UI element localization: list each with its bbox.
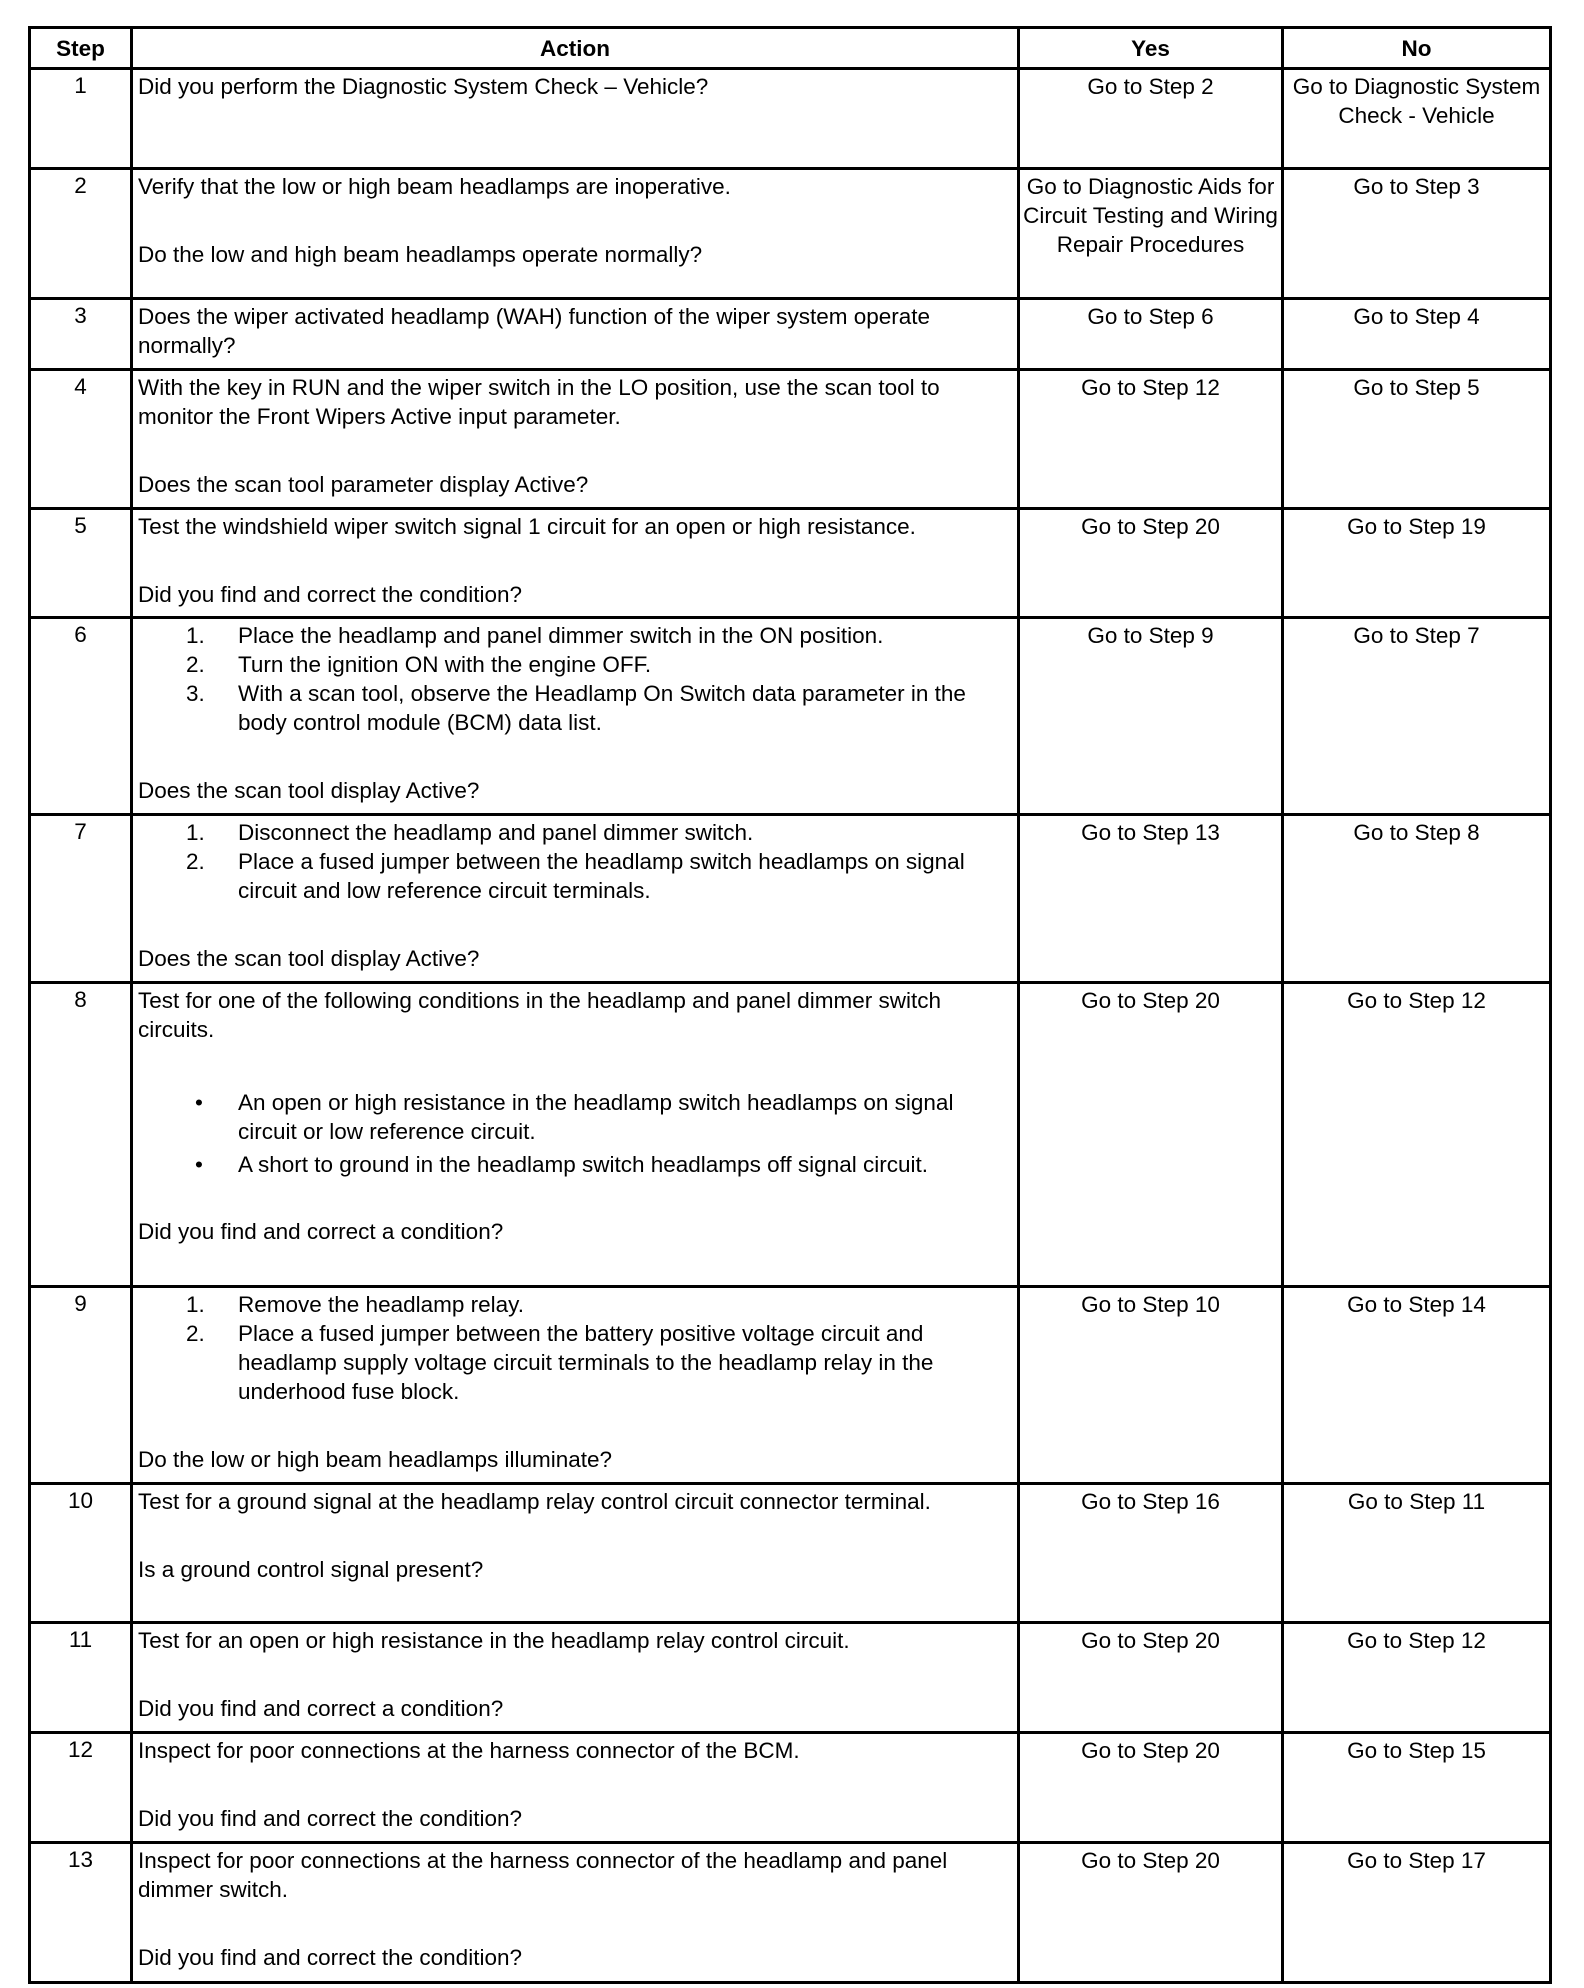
- step-number: 4: [30, 370, 132, 509]
- table-row: [30, 370, 1551, 509]
- step-number: 10: [30, 1484, 132, 1623]
- table-row: [30, 299, 1551, 370]
- no-cell: Go to Step 3: [1283, 169, 1551, 299]
- table-row: [30, 169, 1551, 299]
- action-cell: [132, 1484, 1019, 1623]
- yes-cell: Go to Step 13: [1019, 815, 1283, 983]
- question-text: Did you find and correct a condition?: [138, 1219, 504, 1244]
- step-number: 7: [30, 815, 132, 983]
- action-text: Test for one of the following conditions in the headlamp and panel dimmer switch circuits.: [138, 988, 941, 1042]
- yes-cell: Go to Step 20: [1019, 509, 1283, 618]
- action-text: Test for a ground signal at the headlamp relay control circuit connector terminal.: [138, 1489, 931, 1514]
- action-cell: [132, 169, 1019, 299]
- header-action: Action: [132, 28, 1019, 69]
- action-text: Inspect for poor connections at the harness connector of the headlamp and panel dimmer switch.: [138, 1848, 948, 1902]
- yes-cell: Go to Step 12: [1019, 370, 1283, 509]
- question-text: Did you find and correct the condition?: [138, 582, 522, 607]
- table-row: [30, 509, 1551, 618]
- action-cell: [132, 1623, 1019, 1733]
- table-row: [30, 983, 1551, 1287]
- action-text: Verify that the low or high beam headlamps are inoperative.: [138, 174, 731, 199]
- question-text: Did you find and correct the condition?: [138, 1806, 522, 1831]
- action-cell: [132, 69, 1019, 169]
- list-item: 2. Turn the ignition ON with the engine OFF.: [186, 652, 652, 677]
- action-cell: [132, 983, 1019, 1287]
- yes-cell: Go to Step 20: [1019, 1733, 1283, 1843]
- action-cell: [132, 299, 1019, 370]
- step-number: 12: [30, 1733, 132, 1843]
- table-row: [30, 1733, 1551, 1843]
- diagnostic-table: [28, 26, 1552, 1984]
- no-cell: Go to Step 5: [1283, 370, 1551, 509]
- no-cell: Go to Step 7: [1283, 618, 1551, 815]
- action-cell: [132, 370, 1019, 509]
- action-text: Inspect for poor connections at the harness connector of the BCM.: [138, 1738, 800, 1763]
- yes-cell: Go to Step 10: [1019, 1287, 1283, 1484]
- table-row: [30, 69, 1551, 169]
- list-item: 2. Place a fused jumper between the headlamp switch headlamps on signal circuit and low reference circuit terminals.: [186, 849, 965, 903]
- table-row: [30, 1623, 1551, 1733]
- action-cell: [132, 1733, 1019, 1843]
- header-step: Step: [30, 28, 132, 69]
- list-item: • An open or high resistance in the headlamp switch headlamps on signal circuit or low reference circuit.: [195, 1090, 954, 1144]
- yes-cell: Go to Step 20: [1019, 983, 1283, 1287]
- header-row: [30, 28, 1551, 69]
- yes-cell: Go to Diagnostic Aids for Circuit Testing and Wiring Repair Procedures: [1019, 169, 1283, 299]
- numbered-list: [138, 1290, 1013, 1406]
- list-item: 1. Disconnect the headlamp and panel dimmer switch.: [186, 820, 754, 845]
- yes-cell: Go to Step 2: [1019, 69, 1283, 169]
- bullet-list: [138, 1088, 1013, 1179]
- question-text: Does the scan tool parameter display Active?: [138, 472, 589, 497]
- question-text: Did you find and correct a condition?: [138, 1696, 504, 1721]
- step-number: 9: [30, 1287, 132, 1484]
- action-cell: [132, 509, 1019, 618]
- table-row: [30, 1287, 1551, 1484]
- action-text: Does the wiper activated headlamp (WAH) function of the wiper system operate normally?: [138, 304, 931, 358]
- list-item: • A short to ground in the headlamp switch headlamps off signal circuit.: [195, 1152, 928, 1177]
- action-cell: [132, 1843, 1019, 1983]
- step-number: 5: [30, 509, 132, 618]
- action-cell: [132, 1287, 1019, 1484]
- question-text: Did you find and correct the condition?: [138, 1945, 522, 1970]
- question-text: Is a ground control signal present?: [138, 1557, 484, 1582]
- no-cell: Go to Step 19: [1283, 509, 1551, 618]
- yes-cell: Go to Step 6: [1019, 299, 1283, 370]
- yes-cell: Go to Step 9: [1019, 618, 1283, 815]
- header-no: No: [1283, 28, 1551, 69]
- question-text: Does the scan tool display Active?: [138, 946, 480, 971]
- list-item: 1. Remove the headlamp relay.: [186, 1292, 524, 1317]
- step-number: 2: [30, 169, 132, 299]
- step-number: 13: [30, 1843, 132, 1983]
- no-cell: Go to Step 17: [1283, 1843, 1551, 1983]
- no-cell: Go to Step 12: [1283, 983, 1551, 1287]
- no-cell: Go to Diagnostic System Check - Vehicle: [1283, 69, 1551, 169]
- list-item: 1. Place the headlamp and panel dimmer switch in the ON position.: [186, 623, 884, 648]
- yes-cell: Go to Step 16: [1019, 1484, 1283, 1623]
- action-text: Did you perform the Diagnostic System Check – Vehicle?: [138, 74, 709, 99]
- no-cell: Go to Step 12: [1283, 1623, 1551, 1733]
- step-number: 11: [30, 1623, 132, 1733]
- question-text: Does the scan tool display Active?: [138, 778, 480, 803]
- list-item: 2. Place a fused jumper between the battery positive voltage circuit and headlamp supply voltage circuit terminals to the headlamp relay in the underhood fuse block.: [186, 1321, 934, 1404]
- no-cell: Go to Step 15: [1283, 1733, 1551, 1843]
- question-text: Do the low or high beam headlamps illuminate?: [138, 1447, 613, 1472]
- no-cell: Go to Step 8: [1283, 815, 1551, 983]
- no-cell: Go to Step 4: [1283, 299, 1551, 370]
- numbered-list: [138, 621, 1013, 737]
- numbered-list: [138, 818, 1013, 905]
- yes-cell: Go to Step 20: [1019, 1843, 1283, 1983]
- step-number: 6: [30, 618, 132, 815]
- step-number: 3: [30, 299, 132, 370]
- list-item: 3. With a scan tool, observe the Headlamp On Switch data parameter in the body control module (BCM) data list.: [186, 681, 966, 735]
- action-text: Test for an open or high resistance in the headlamp relay control circuit.: [138, 1628, 850, 1653]
- table-row: [30, 1843, 1551, 1983]
- no-cell: Go to Step 14: [1283, 1287, 1551, 1484]
- action-cell: [132, 815, 1019, 983]
- table-row: [30, 618, 1551, 815]
- yes-cell: Go to Step 20: [1019, 1623, 1283, 1733]
- step-number: 8: [30, 983, 132, 1287]
- no-cell: Go to Step 11: [1283, 1484, 1551, 1623]
- question-text: Do the low and high beam headlamps operate normally?: [138, 242, 703, 267]
- table-row: [30, 815, 1551, 983]
- header-yes: Yes: [1019, 28, 1283, 69]
- action-text: With the key in RUN and the wiper switch in the LO position, use the scan tool to monitor the Front Wipers Active input parameter.: [138, 375, 940, 429]
- action-cell: [132, 618, 1019, 815]
- step-number: 1: [30, 69, 132, 169]
- table-row: [30, 1484, 1551, 1623]
- action-text: Test the windshield wiper switch signal 1 circuit for an open or high resistance.: [138, 514, 916, 539]
